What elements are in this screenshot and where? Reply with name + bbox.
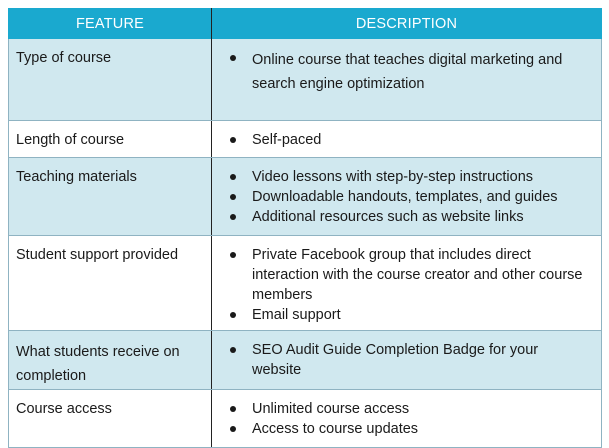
feature-cell: Length of course xyxy=(9,121,212,158)
description-column-header: DESCRIPTION xyxy=(212,8,602,39)
list-item-text: Online course that teaches digital marketing and search engine optimization xyxy=(252,52,563,92)
bullet-icon xyxy=(230,194,236,200)
description-list xyxy=(230,167,591,227)
feature-column-header: FEATURE xyxy=(9,8,212,39)
list-item xyxy=(230,48,591,96)
bullet-icon xyxy=(230,312,236,318)
table-row xyxy=(9,236,602,331)
feature-cell: Student support provided xyxy=(9,236,212,331)
feature-cell: Teaching materials xyxy=(9,158,212,236)
list-item-text: Email support xyxy=(252,307,341,323)
description-cell xyxy=(212,158,602,236)
bullet-icon xyxy=(230,347,236,353)
bullet-icon xyxy=(230,174,236,180)
course-feature-table xyxy=(8,8,602,448)
list-item xyxy=(230,167,591,187)
list-item-text: Video lessons with step-by-step instructions xyxy=(252,169,534,185)
list-item xyxy=(230,245,591,305)
bullet-icon xyxy=(230,252,236,258)
list-item xyxy=(230,187,591,207)
list-item-text: Private Facebook group that includes direct interaction with the course creator and other course members xyxy=(252,247,583,303)
list-item xyxy=(230,419,591,439)
feature-cell: Type of course xyxy=(9,39,212,121)
description-cell xyxy=(212,39,602,121)
bullet-icon xyxy=(230,55,236,61)
list-item-text: Additional resources such as website links xyxy=(252,209,524,225)
description-cell xyxy=(212,236,602,331)
table-row xyxy=(9,331,602,390)
description-list xyxy=(230,48,591,96)
description-list xyxy=(230,130,591,150)
list-item xyxy=(230,340,591,380)
bullet-icon xyxy=(230,137,236,143)
description-cell xyxy=(212,331,602,390)
list-item xyxy=(230,305,591,325)
list-item xyxy=(230,399,591,419)
list-item xyxy=(230,207,591,227)
list-item-text: SEO Audit Guide Completion Badge for your website xyxy=(252,342,539,378)
description-list xyxy=(230,245,591,325)
table-row xyxy=(9,158,602,236)
bullet-icon xyxy=(230,214,236,220)
list-item xyxy=(230,130,591,150)
description-list xyxy=(230,340,591,380)
table-row xyxy=(9,39,602,121)
table-header-row xyxy=(9,8,602,39)
list-item-text: Downloadable handouts, templates, and guides xyxy=(252,189,558,205)
bullet-icon xyxy=(230,406,236,412)
list-item-text: Unlimited course access xyxy=(252,401,410,417)
list-item-text: Self-paced xyxy=(252,132,322,148)
feature-cell: What students receive on completion xyxy=(9,331,212,390)
bullet-icon xyxy=(230,426,236,432)
list-item-text: Access to course updates xyxy=(252,421,419,437)
description-list xyxy=(230,399,591,439)
table-row xyxy=(9,390,602,448)
table-row xyxy=(9,121,602,158)
feature-cell: Course access xyxy=(9,390,212,448)
description-cell xyxy=(212,390,602,448)
description-cell xyxy=(212,121,602,158)
